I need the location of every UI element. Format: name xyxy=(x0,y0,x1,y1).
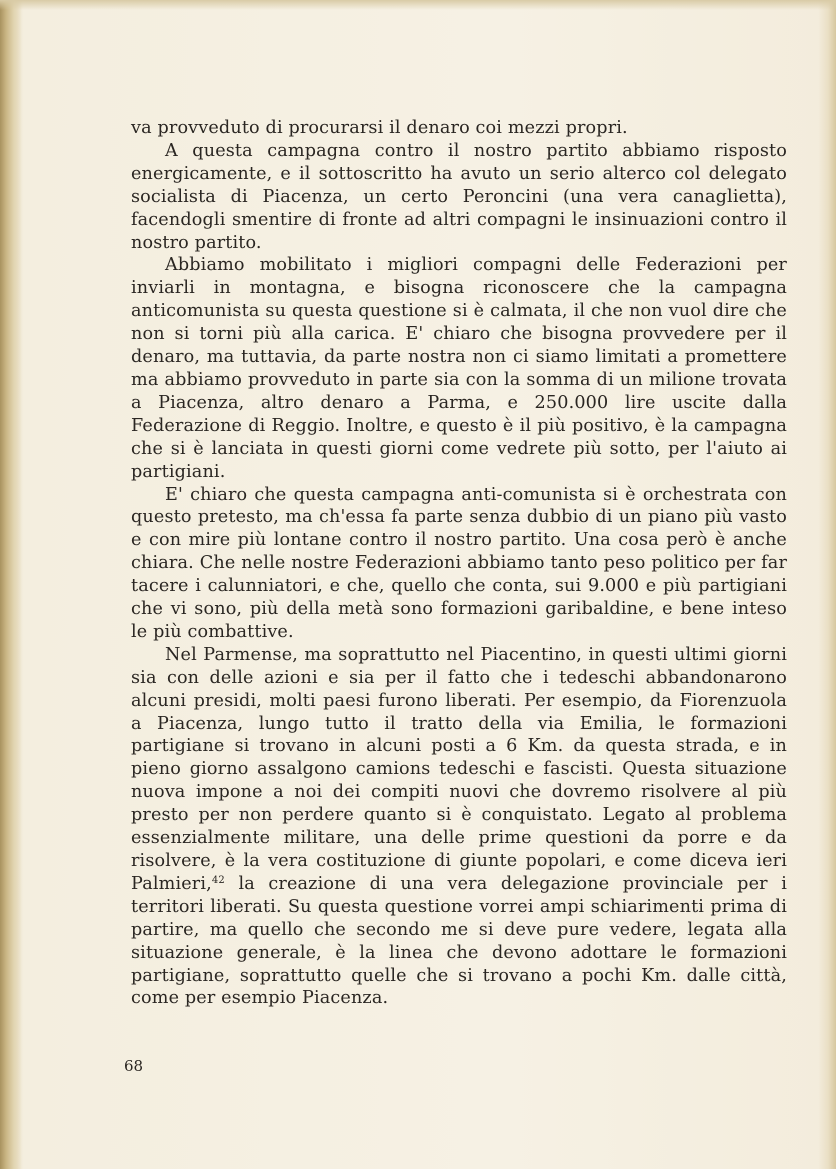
page-edge-shadow xyxy=(818,0,836,1169)
paragraph: E' chiaro che questa campagna anti-comunista si è orchestrata con questo pretesto, ma ch'essa fa parte senza dubbio di un piano più vasto e con mire più lontane contro il nostro partito. Una cosa però è anche chiara. Che nelle nostre Federazioni abbiamo tanto peso politico per far tacere i calunniatori, e che, quello che conta, sui 9.000 e più partigiani che vi sono, più della metà sono formazioni garibaldine, e bene inteso le più combattive. xyxy=(131,484,787,642)
paragraph-text: la creazione di una vera delegazione provinciale per i territori liberati. Su questa questione vorrei ampi schiarimenti prima di partire, ma quello che secondo me si deve pure vedere, legata alla situazione generale, è la linea che devono adottare le formazioni partigiane, soprattutto quelle che si trovano a pochi Km. dalle città, come per esempio Piacenza. xyxy=(131,873,787,1009)
body-text xyxy=(131,117,787,1010)
footnote-marker: 42 xyxy=(211,874,225,886)
paragraph xyxy=(131,644,787,1011)
paragraph-text: Nel Parmense, ma soprattutto nel Piacentino, in questi ultimi giorni sia con delle azioni e sia per il fatto che i tedeschi abbandonarono alcuni presidi, molti paesi furono liberati. Per esempio, da Fiorenzuola a Piacenza, lungo tutto il tratto della via Emilia, le formazioni partigiane si trovano in alcuni posti a 6 Km. da questa strada, e in pieno giorno assalgono camions tedeschi e fascisti. Questa situazione nuova impone a noi dei compiti nuovi che dovremo risolvere al più presto per non perdere quanto si è conquistato. Legato al problema essenzialmente militare, una delle prime questioni da porre e da risolvere, è la vera costituzione di giunte popolari, e come diceva ieri Palmieri, xyxy=(131,644,787,894)
page-top-edge xyxy=(0,0,836,10)
page-number: 68 xyxy=(124,1057,144,1075)
paragraph: va provveduto di procurarsi il denaro coi mezzi propri. xyxy=(131,118,628,138)
paragraph: A questa campagna contro il nostro partito abbiamo risposto energicamente, e il sottoscritto ha avuto un serio alterco col delegato socialista di Piacenza, un certo Peroncini (una vera canaglietta), facendogli smentire di fronte ad altri compagni le insinuazioni contro il nostro partito. xyxy=(131,140,787,253)
book-spine-shadow xyxy=(0,0,22,1169)
paragraph: Abbiamo mobilitato i migliori compagni delle Federazioni per inviarli in montagna, e bisogna riconoscere che la campagna anticomunista su questa questione si è calmata, il che non vuol dire che non si torni più alla carica. E' chiaro che bisogna provvedere per il denaro, ma tuttavia, da parte nostra non ci siamo limitati a promettere ma abbiamo provveduto in parte sia con la somma di un milione trovata a Piacenza, altro denaro a Parma, e 250.000 lire uscite dalla Federazione di Reggio. Inoltre, e questo è il più positivo, è la campagna che si è lanciata in questi giorni come vedrete più sotto, per l'aiuto ai partigiani. xyxy=(131,255,787,482)
